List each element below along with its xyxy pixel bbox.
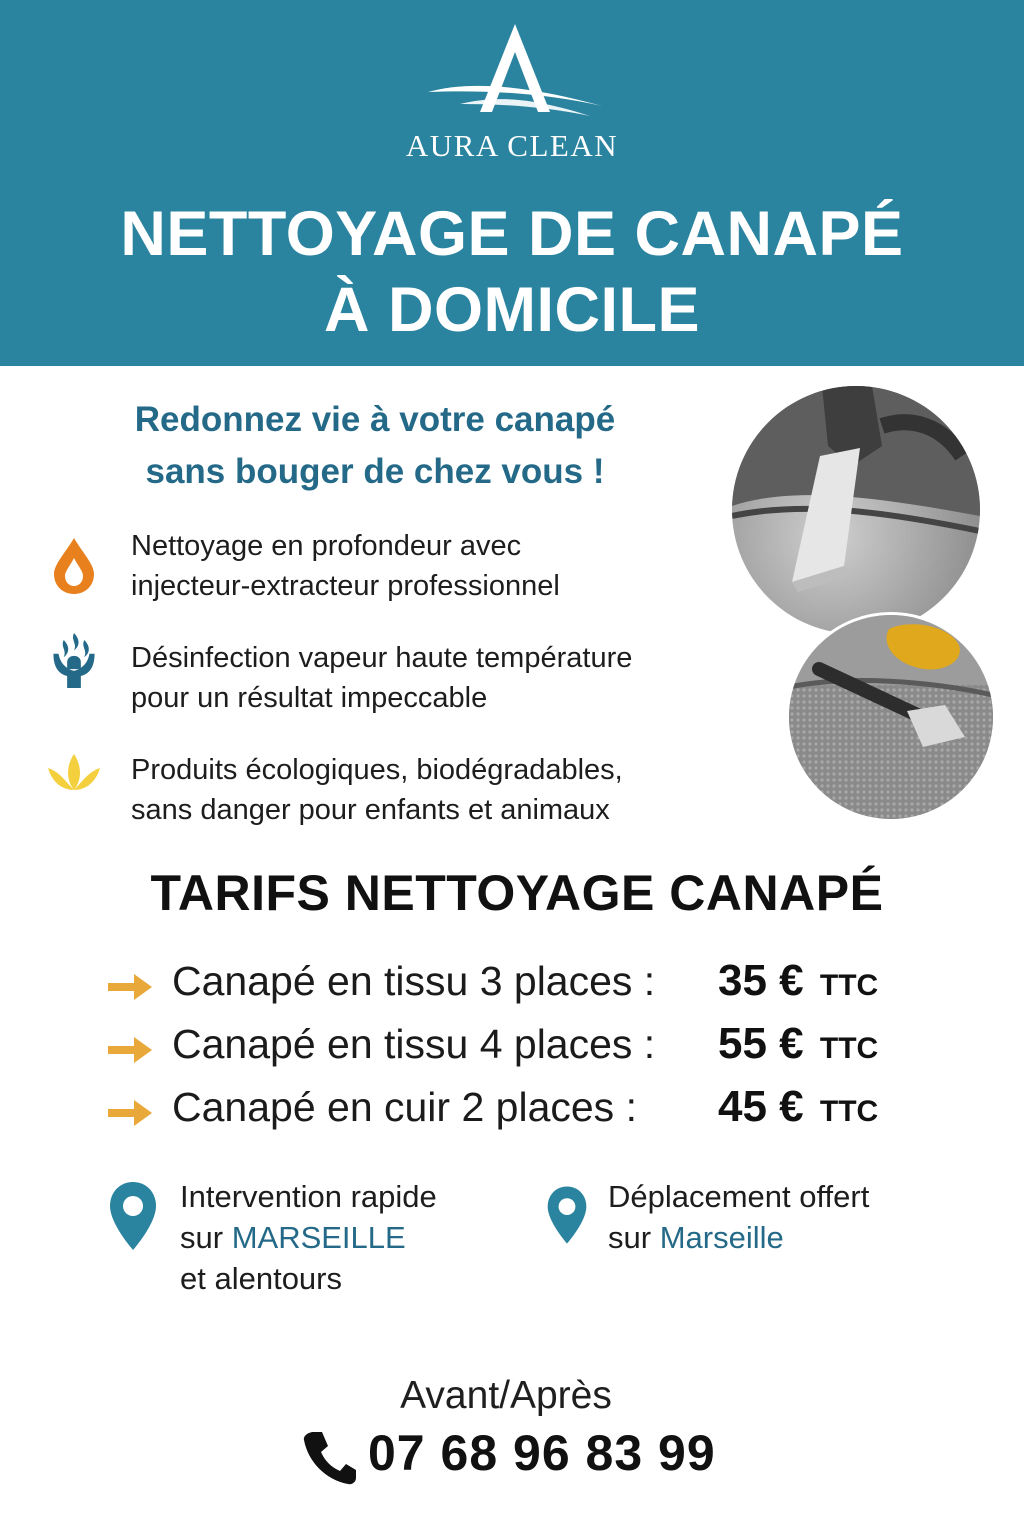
map-pin-icon: [108, 1180, 158, 1252]
feature-item-eco: [0, 750, 760, 850]
title-line-1: NETTOYAGE DE CANAPÉ: [120, 199, 904, 269]
price-row: [108, 1021, 928, 1077]
price-amount: 35 €: [718, 956, 804, 1005]
feature-line: Désinfection vapeur haute température: [131, 642, 633, 674]
price-suffix: TTC: [819, 969, 879, 1002]
location-line: et alentours: [180, 1261, 342, 1296]
location-line: [608, 1217, 869, 1258]
price-row: [108, 1084, 928, 1140]
location-line: Déplacement offert: [608, 1179, 870, 1214]
tagline-line-1: Redonnez vie à votre canapé: [134, 400, 616, 439]
before-after-label: Avant/Après: [400, 1374, 612, 1417]
location-intervention: [108, 1176, 528, 1306]
tagline-line-2: sans bouger de chez vous !: [145, 452, 605, 491]
location-line: [180, 1217, 437, 1258]
tagline: [40, 394, 710, 498]
feature-line: sans danger pour enfants et animaux: [131, 794, 610, 826]
location-text: [608, 1176, 869, 1258]
photo-extractor-cleaning: [732, 386, 980, 634]
location-line: Intervention rapide: [180, 1179, 437, 1214]
price-label: Canapé en tissu 4 places :: [172, 1021, 656, 1067]
aura-clean-logo: [420, 20, 610, 130]
title-line-2: À DOMICILE: [324, 275, 700, 345]
map-pin-icon: [546, 1184, 588, 1246]
feature-line: Nettoyage en profondeur avec: [131, 530, 522, 562]
location-city: Marseille: [659, 1220, 784, 1255]
location-deplacement: [546, 1176, 966, 1266]
price-label: Canapé en cuir 2 places :: [172, 1084, 637, 1130]
feature-line: pour un résultat impeccable: [131, 682, 488, 714]
feature-item-deep-clean: [0, 526, 760, 626]
phone-contact[interactable]: [300, 1424, 740, 1494]
location-text: [180, 1176, 437, 1299]
feature-text: [131, 526, 560, 606]
arrow-right-icon: [108, 1098, 152, 1128]
phone-icon: [300, 1428, 358, 1486]
arrow-right-icon: [108, 1035, 152, 1065]
price-value: [718, 1082, 878, 1132]
steam-flame-icon: [44, 628, 104, 688]
photo-steam-cleaning: [786, 612, 996, 822]
price-suffix: TTC: [819, 1095, 879, 1128]
lotus-leaf-icon: [44, 742, 104, 802]
feature-line: Produits écologiques, biodégradables,: [131, 754, 623, 786]
header-banner: [0, 0, 1024, 366]
brand-name: AURA CLEAN: [405, 128, 619, 163]
location-prefix: sur: [608, 1220, 660, 1255]
feature-text: [131, 638, 632, 718]
location-city: MARSEILLE: [231, 1220, 406, 1255]
location-prefix: sur: [180, 1220, 232, 1255]
price-row: [108, 958, 928, 1014]
price-label: Canapé en tissu 3 places :: [172, 958, 656, 1004]
price-value: [718, 956, 878, 1006]
price-value: [718, 1019, 878, 1069]
price-amount: 55 €: [718, 1019, 804, 1068]
tarifs-title: TARIFS NETTOYAGE CANAPÉ: [150, 865, 884, 921]
water-drop-icon: [44, 534, 104, 594]
feature-item-steam: [0, 638, 760, 738]
phone-number[interactable]: 07 68 96 83 99: [368, 1425, 716, 1481]
price-amount: 45 €: [718, 1082, 804, 1131]
feature-text: [131, 750, 623, 830]
arrow-right-icon: [108, 972, 152, 1002]
feature-line: injecteur-extracteur professionnel: [131, 570, 560, 602]
page-title: [0, 196, 1024, 348]
price-suffix: TTC: [819, 1032, 879, 1065]
